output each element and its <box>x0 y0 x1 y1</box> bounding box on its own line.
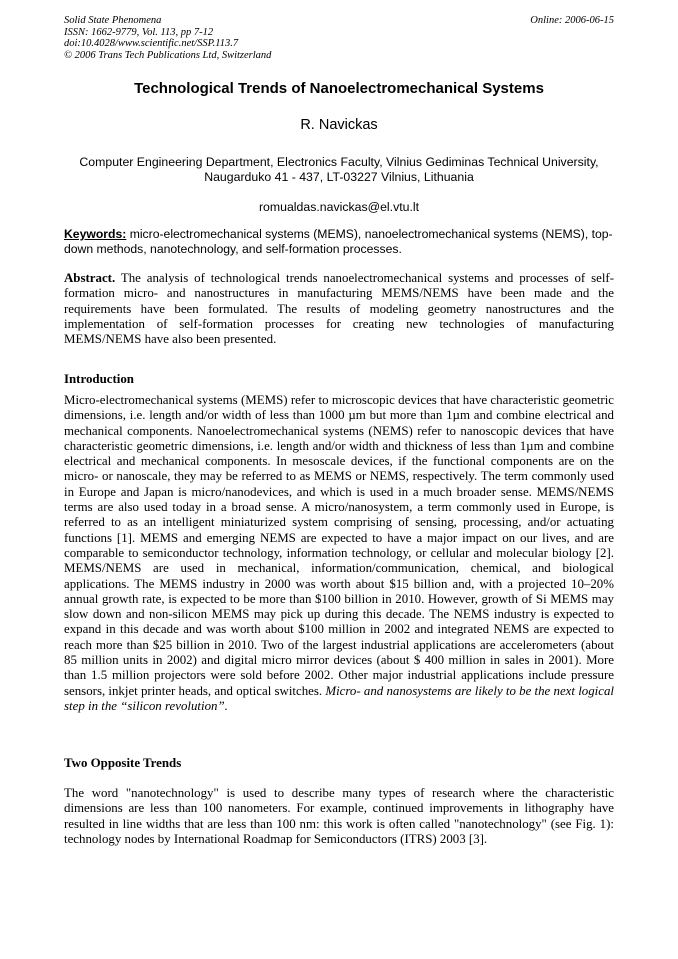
abstract-label: Abstract. <box>64 271 116 285</box>
author: R. Navickas <box>300 117 378 133</box>
intro-text: Micro-electromechanical systems (MEMS) refer to microscopic devices that have characteristic geometric dimensions, i.e. length and/or width of less than 1000 µm but more than 1µm and combine electrical and mechanical components. Nanoelectromechanical systems (NEMS) refer to nanoscopic devices that have characteristic geometric dimensions, i.e. length and/or width and thickness of less than 1µm and combine electrical and mechanical components. In mesoscale devices, if the functional components are on the micro- or nanoscale, they may be referred to as MEMS or NEMS, respectively. The term commonly used in Europe and Japan is micro/nanodevices, and which is used in a much broader sense. MEMS/NEMS terms are also used today in a broad sense. A micro/nanosystem, a term commonly used in Europe, is referred to as an intelligent miniaturized system comprising of sensing, processing, and/or actuating functions [1]. MEMS and emerging NEMS are expected to have a major impact on our lives, and are comparable to semiconductor technology, information technology, or cellular and molecular biology [2]. MEMS/NEMS are used in mechanical, information/communication, chemical, and biological applications. The MEMS industry in 2000 was worth about $15 billion and, with a projected 10–20% annual growth rate, is expected to be more than $100 billion in 2010. However, growth of Si MEMS may slow down and non-silicon MEMS may pick up during this decade. The NEMS industry is expected to expand in this decade and was worth about $100 million in 2002 and integrated NEMS are expected to reach more than $25 billion in 2010. Two of the largest industrial applications are accelerometers (about 85 million units in 2002) and digital micro mirror devices (about $ 400 million in sales in 2001). More than 1.5 million projectors were sold before 2002. Other major industrial applications include pressure sensors, inkjet printer heads, and optical switches. <box>64 393 614 698</box>
journal-name: Solid State Phenomena <box>64 15 162 26</box>
section-heading: Two Opposite Trends <box>64 756 182 770</box>
issn: ISSN: 1662-9779, Vol. 113, pp 7-12 <box>64 26 214 38</box>
section-heading: Introduction <box>64 372 134 386</box>
intro-italic: Micro- and nanosystems are likely to be the next logical step in the “silicon revolution”. <box>64 683 614 713</box>
keywords-text: micro-electromechanical systems (MEMS), nanoelectromechanical systems (NEMS), top-down methods, nanotechnology, and self-formation processes. <box>64 227 613 256</box>
paper-title: Technological Trends of Nanoelectromechanical Systems <box>134 80 544 97</box>
abstract <box>64 271 614 347</box>
trends-paragraph: The word "nanotechnology" is used to describe many types of research where the characteristic dimensions are less than 100 nanometers. For example, continued improvements in lithography have resulted in line widths that are less than 100 nm: this work is often called "nanotechnology" (see Fig. 1): technology nodes by International Roadmap for Semiconductors (ITRS) 2003 [3]. <box>64 786 614 846</box>
affiliation-line: Computer Engineering Department, Electronics Faculty, Vilnius Gediminas Technical University, <box>79 155 599 169</box>
affiliation <box>64 155 614 185</box>
copyright: © 2006 Trans Tech Publications Ltd, Switzerland <box>64 49 272 61</box>
keywords-label: Keywords: <box>64 227 127 241</box>
affiliation-line: Naugarduko 41 - 437, LT-03227 Vilnius, Lithuania <box>204 170 474 184</box>
online-date: Online: 2006-06-15 <box>530 15 614 26</box>
journal-header <box>64 15 271 61</box>
doi: doi:10.4028/www.scientific.net/SSP.113.7 <box>64 38 239 49</box>
keywords <box>64 227 614 256</box>
abstract-text: The analysis of technological trends nanoelectromechanical systems and processes of self-formation micro- and nanostructures in manufacturing MEMS/NEMS have been made and the requirements have been formulated. The results of modeling geometry nanostructures and the implementation of self-formation processes for creating new technologies of manufacturing MEMS/NEMS have also been presented. <box>64 271 614 347</box>
email: romualdas.navickas@el.vtu.lt <box>258 200 420 214</box>
intro-paragraph <box>64 393 614 714</box>
